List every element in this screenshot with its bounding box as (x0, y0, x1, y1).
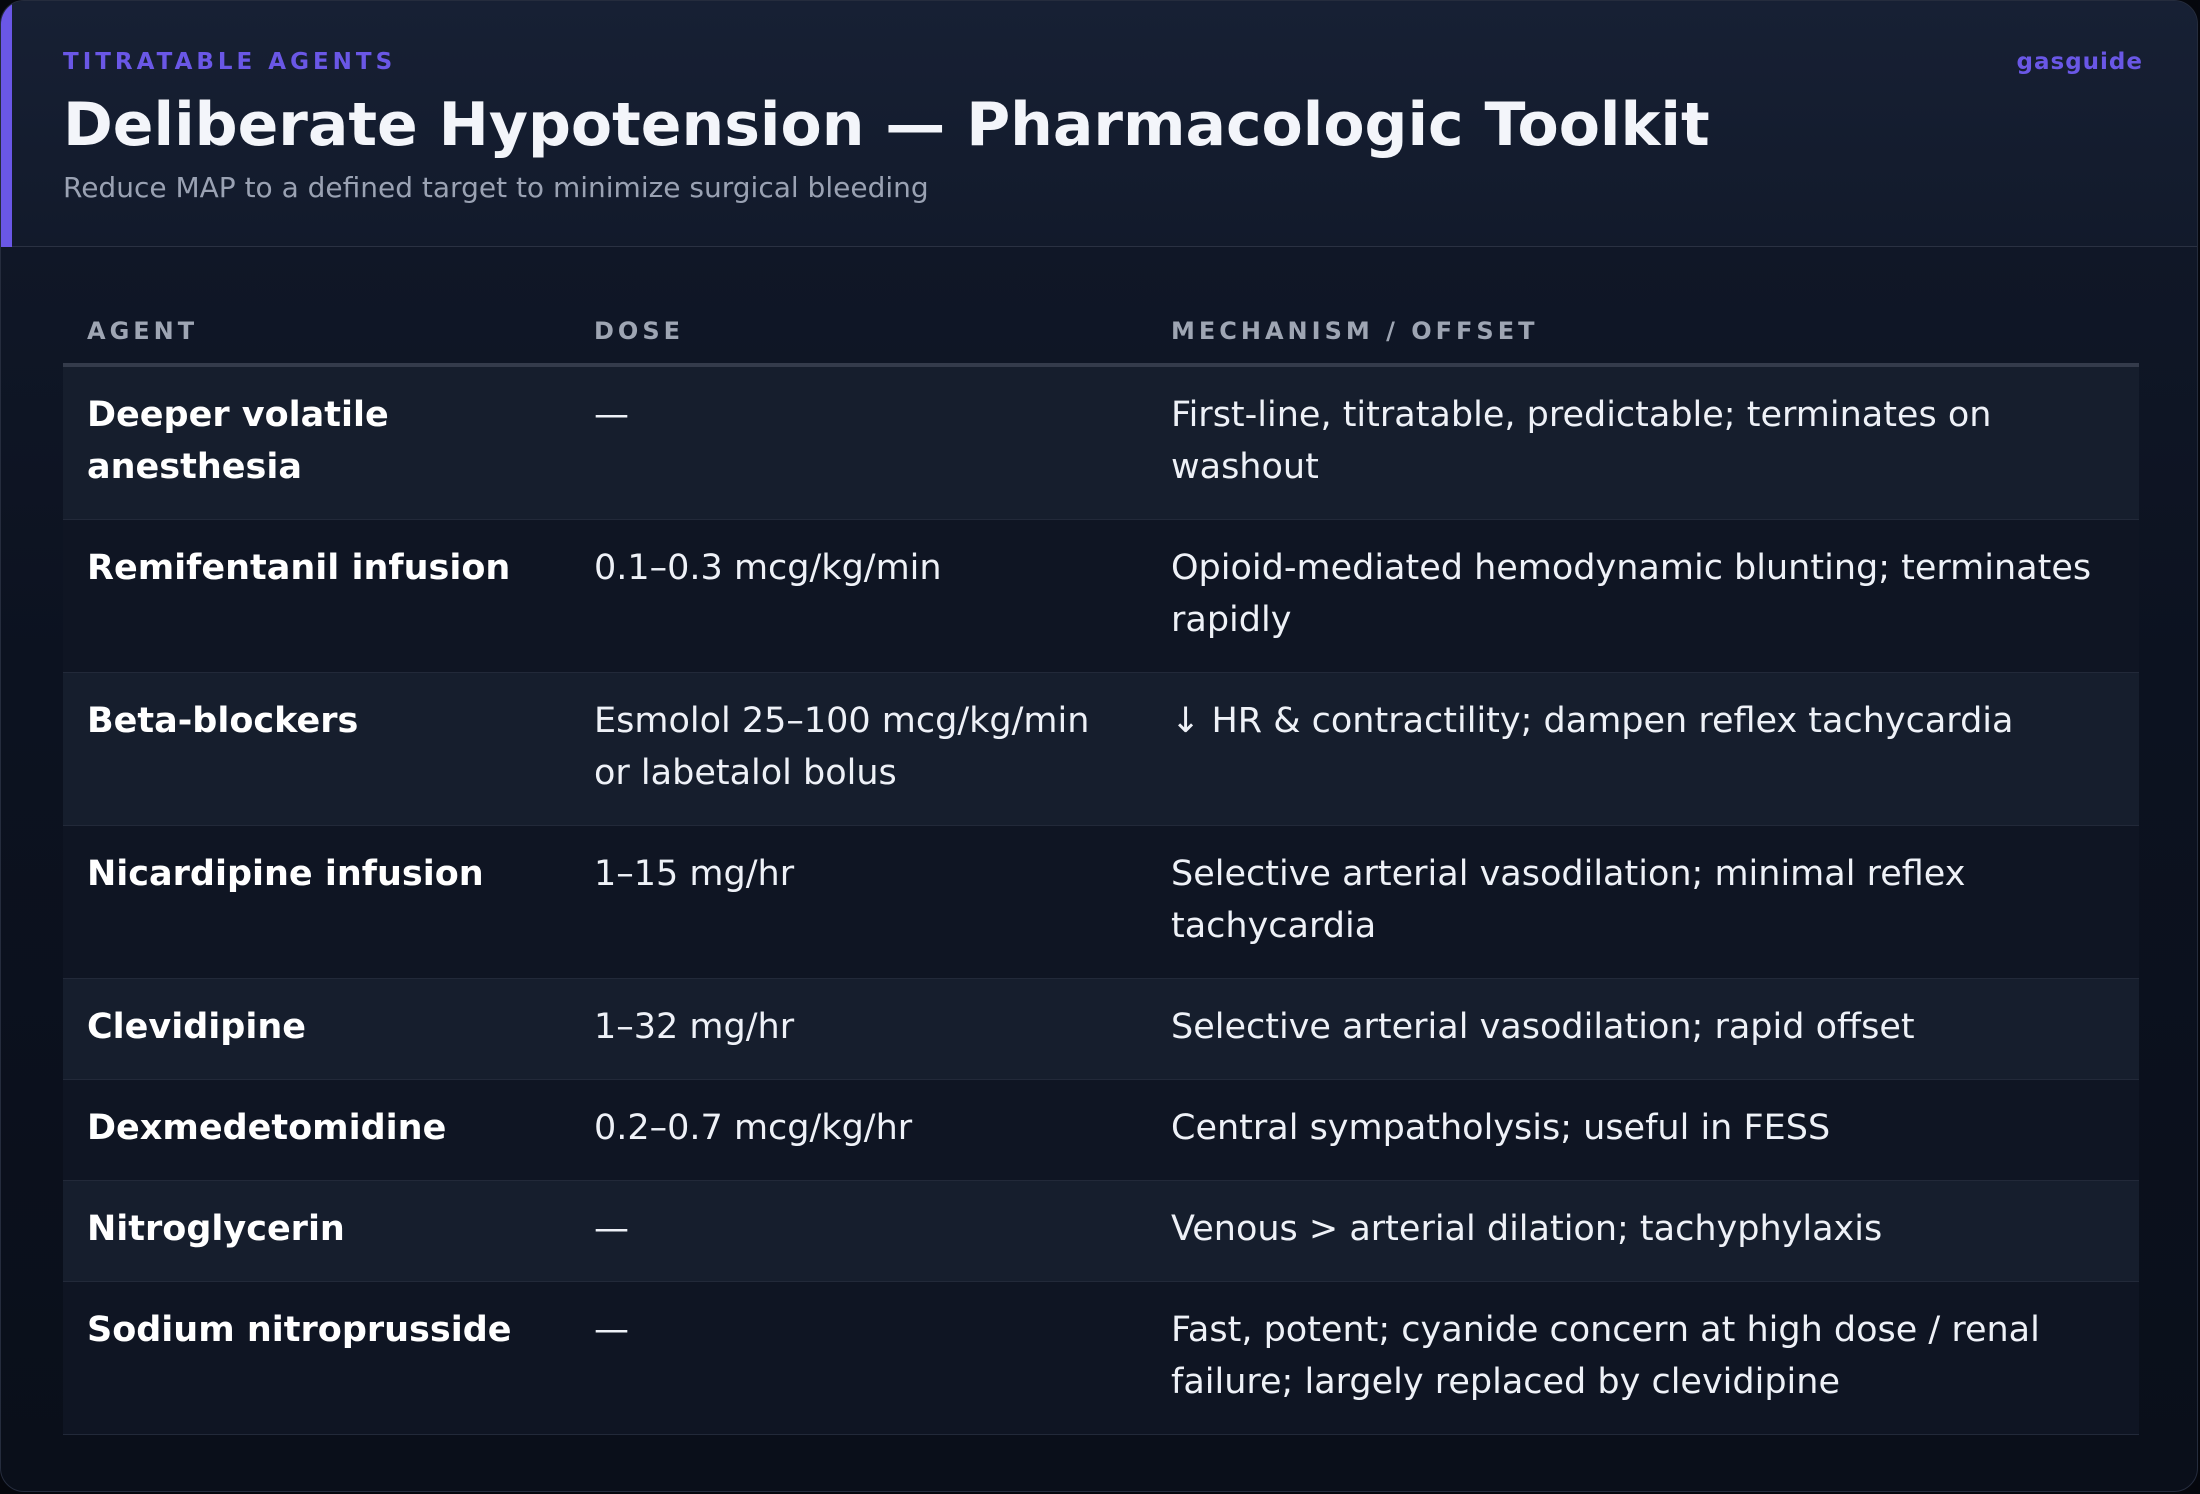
table-row (63, 979, 2139, 1080)
mechanism-cell: Venous > arterial dilation; tachyphylaxis (1147, 1181, 2139, 1282)
agent-cell: Deeper volatile anesthesia (63, 365, 570, 520)
brand-label: gasguide (2016, 49, 2143, 75)
mechanism-cell: Selective arterial vasodilation; rapid offset (1147, 979, 2139, 1080)
column-header-dose: DOSE (570, 301, 1147, 365)
agent-cell: Nitroglycerin (63, 1181, 570, 1282)
card-header (1, 1, 2197, 247)
column-header-mechanism: MECHANISM / OFFSET (1147, 301, 2139, 365)
eyebrow-label: TITRATABLE AGENTS (63, 49, 397, 75)
page-subtitle: Reduce MAP to a defined target to minimize surgical bleeding (63, 171, 929, 204)
agent-cell: Dexmedetomidine (63, 1080, 570, 1181)
dose-cell: — (570, 1181, 1147, 1282)
agents-table (63, 301, 2139, 1435)
mechanism-cell: First-line, titratable, predictable; terminates on washout (1147, 365, 2139, 520)
table-row (63, 1282, 2139, 1435)
accent-bar (1, 1, 12, 247)
dose-cell: 0.1–0.3 mcg/kg/min (570, 520, 1147, 673)
table-row (63, 520, 2139, 673)
mechanism-cell: ↓ HR & contractility; dampen reflex tachycardia (1147, 673, 2139, 826)
mechanism-cell: Fast, potent; cyanide concern at high dose / renal failure; largely replaced by clevidipine (1147, 1282, 2139, 1435)
page-title: Deliberate Hypotension — Pharmacologic Toolkit (63, 90, 1710, 160)
agent-cell: Clevidipine (63, 979, 570, 1080)
table-row (63, 365, 2139, 520)
dose-cell: 1–32 mg/hr (570, 979, 1147, 1080)
mechanism-cell: Opioid-mediated hemodynamic blunting; terminates rapidly (1147, 520, 2139, 673)
dose-cell: 1–15 mg/hr (570, 826, 1147, 979)
column-header-agent: AGENT (63, 301, 570, 365)
table-row (63, 1181, 2139, 1282)
table-row (63, 673, 2139, 826)
mechanism-cell: Selective arterial vasodilation; minimal reflex tachycardia (1147, 826, 2139, 979)
agent-cell: Sodium nitroprusside (63, 1282, 570, 1435)
agent-cell: Nicardipine infusion (63, 826, 570, 979)
dose-cell: — (570, 365, 1147, 520)
mechanism-cell: Central sympatholysis; useful in FESS (1147, 1080, 2139, 1181)
table-header-row (63, 301, 2139, 365)
dose-cell: — (570, 1282, 1147, 1435)
table-row (63, 826, 2139, 979)
agents-table-wrapper (63, 301, 2139, 1435)
agent-cell: Remifentanil infusion (63, 520, 570, 673)
dose-cell: Esmolol 25–100 mcg/kg/min or labetalol bolus (570, 673, 1147, 826)
agent-cell: Beta-blockers (63, 673, 570, 826)
table-row (63, 1080, 2139, 1181)
dose-cell: 0.2–0.7 mcg/kg/hr (570, 1080, 1147, 1181)
